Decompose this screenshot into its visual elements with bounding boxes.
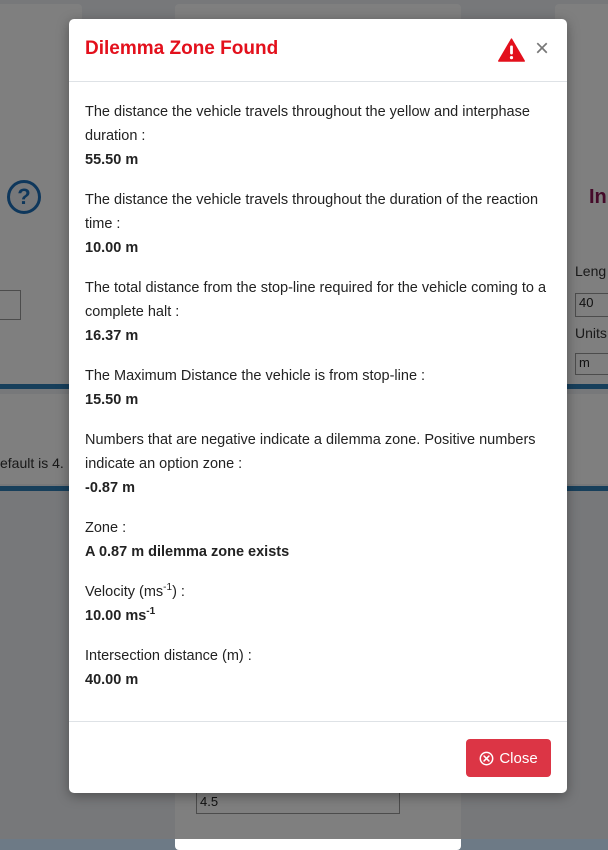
warning-triangle-icon bbox=[498, 38, 525, 62]
halt-distance-value: 16.37 m bbox=[85, 328, 139, 344]
velocity-value-exponent: -1 bbox=[146, 606, 156, 618]
zone-indicator-label: Numbers that are negative indicate a dilemma zone. Positive numbers indicate an option zone : bbox=[85, 432, 536, 472]
zone-indicator-value: -0.87 m bbox=[85, 480, 135, 496]
close-button[interactable] bbox=[466, 739, 551, 777]
halt-distance-label: The total distance from the stop-line required for the vehicle coming to a complete halt : bbox=[85, 280, 547, 320]
reaction-distance-label: The distance the vehicle travels throughout the duration of the reaction time : bbox=[85, 192, 539, 232]
velocity-label-text: Velocity (ms bbox=[85, 584, 164, 600]
zone-label: Zone : bbox=[85, 520, 127, 536]
modal-title: Dilemma Zone Found bbox=[85, 38, 279, 59]
close-button-label: Close bbox=[499, 749, 538, 767]
intersection-distance-value: 40.00 m bbox=[85, 672, 139, 688]
reaction-distance-item bbox=[85, 188, 553, 260]
max-distance-item bbox=[85, 364, 553, 412]
zone-indicator-item bbox=[85, 428, 553, 500]
zone-value: A 0.87 m dilemma zone exists bbox=[85, 544, 290, 560]
halt-distance-item bbox=[85, 276, 553, 348]
velocity-label-exponent: -1 bbox=[163, 582, 173, 594]
modal-close-x-button[interactable]: × bbox=[534, 35, 549, 62]
reaction-distance-value: 10.00 m bbox=[85, 240, 139, 256]
velocity-value-text: 10.00 ms bbox=[85, 608, 147, 624]
yellow-interphase-distance-value: 55.50 m bbox=[85, 152, 139, 168]
modal-header bbox=[69, 19, 567, 82]
modal-footer bbox=[69, 721, 567, 793]
intersection-distance-item bbox=[85, 644, 553, 692]
yellow-interphase-distance-label: The distance the vehicle travels throughout the yellow and interphase duration : bbox=[85, 104, 530, 144]
zone-item bbox=[85, 516, 553, 564]
circle-x-icon bbox=[479, 751, 494, 766]
velocity-item bbox=[85, 580, 553, 628]
yellow-interphase-distance-item bbox=[85, 100, 553, 172]
dilemma-zone-modal bbox=[69, 19, 567, 793]
velocity-label-suffix: ) : bbox=[172, 584, 185, 600]
intersection-distance-label: Intersection distance (m) : bbox=[85, 648, 252, 664]
max-distance-value: 15.50 m bbox=[85, 392, 139, 408]
max-distance-label: The Maximum Distance the vehicle is from stop-line : bbox=[85, 368, 426, 384]
velocity-label bbox=[85, 580, 553, 604]
velocity-value bbox=[85, 604, 553, 628]
